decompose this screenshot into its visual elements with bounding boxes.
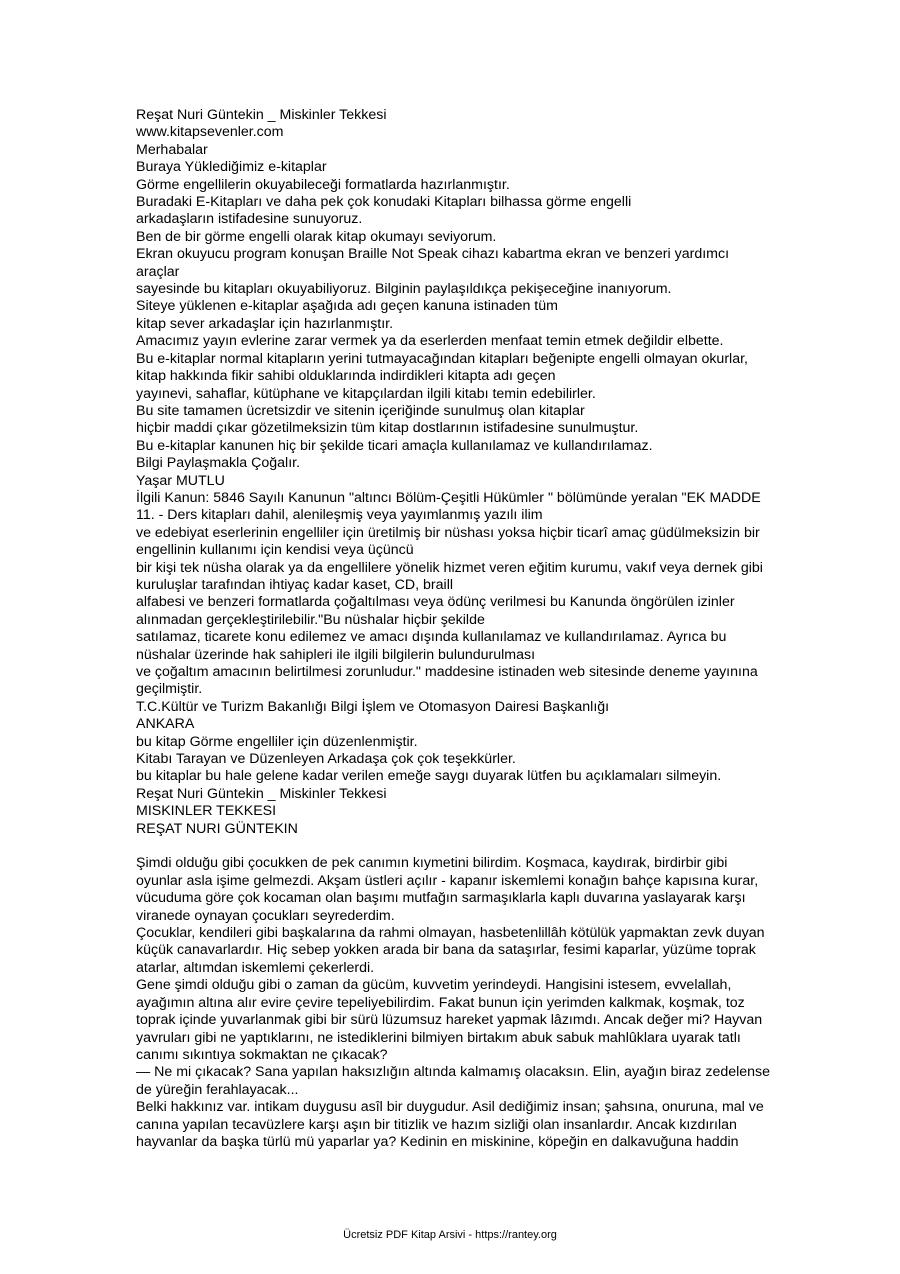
intro-text-line: satılamaz, ticarete konu edilemez ve amacı dışında kullanılamaz ve kullandırılamaz. Ayrıca bu [136, 629, 727, 646]
intro-text-line: Reşat Nuri Güntekin _ Miskinler Tekkesi [136, 107, 387, 123]
intro-text-line: engellinin kullanımı için kendisi veya üçüncü [136, 542, 414, 559]
story-text-line: Çocuklar, kendileri gibi başkalarına da rahmi olmayan, hasbetenlillâh kötülük yapmaktan zevk duyan [136, 925, 765, 942]
story-text-line: ayağımın altına alır evire çevire tepeliyebilirdim. Fakat bunun için yerimden kalkmak, koşmak, toz [136, 994, 745, 1011]
intro-text-line: Siteye yüklenen e-kitaplar aşağıda adı geçen kanuna istinaden tüm [136, 298, 558, 315]
intro-text-line: Bu e-kitaplar kanunen hiç bir şekilde ticari amaçla kullanılamaz ve kullandırılamaz. [136, 437, 653, 454]
intro-text-line: bu kitaplar bu hale gelene kadar verilen emeğe saygı duyarak lütfen bu açıklamaları silmeyin. [136, 768, 722, 785]
intro-text-line: kuruluşlar tarafından ihtiyaç kadar kaset, CD, braill [136, 576, 453, 593]
intro-text-line: arkadaşların istifadesine sunuyoruz. [136, 211, 363, 228]
story-text-line: canımı sıkıntıya sokmaktan ne çıkacak? [136, 1046, 388, 1063]
intro-text-line: Bilgi Paylaşmakla Çoğalır. [136, 455, 301, 472]
intro-text-line: bir kişi tek nüsha olarak ya da engellilere yönelik hizmet veren eğitim kurumu, vakıf veya dernek gibi [136, 559, 763, 576]
intro-text-line: MISKINLER TEKKESI [136, 803, 277, 820]
story-text-line: Belki hakkınız var. intikam duygusu asîl bir duygudur. Asil dediğimiz insan; şahsına, onuruna, mal ve [136, 1099, 764, 1116]
intro-text-line: www.kitapsevenler.com [136, 124, 284, 141]
story-text-line: vücuduma göre çok kocaman olan başımı mutfağın sarmaşıklarla kaplı duvarına yaslayarak karşı [136, 890, 746, 907]
intro-text-line: 11. - Ders kitapları dahil, alenileşmiş veya yayımlanmış yazılı ilim [136, 507, 543, 524]
story-text-line: hayvanlar da başka türlü mü yaparlar ya? Kedinin en miskinine, köpeğin en dalkavuğuna haddin [136, 1133, 739, 1150]
intro-text-line: Kitabı Tarayan ve Düzenleyen Arkadaşa çok çok teşekkürler. [136, 751, 516, 768]
intro-text-line: kitap sever arkadaşlar için hazırlanmıştır. [136, 315, 394, 332]
intro-text-line: Ben de bir görme engelli olarak kitap okumayı seviyorum. [136, 228, 497, 245]
paragraph-gap [136, 838, 816, 855]
intro-text-line: araçlar [136, 263, 180, 280]
intro-text-line: sayesinde bu kitapları okuyabiliyoruz. Bilginin paylaşıldıkça pekişeceğine inanıyorum. [136, 281, 672, 298]
intro-text-line: ve çoğaltım amacının belirtilmesi zorunludur." maddesine istinaden web sitesinde deneme yayınına [136, 664, 758, 680]
intro-text-line: Buradaki E-Kitapları ve daha pek çok konudaki Kitapları bilhassa görme engelli [136, 194, 632, 211]
intro-text-line: geçilmiştir. [136, 681, 203, 698]
intro-block [136, 107, 816, 838]
intro-text-line: bu kitap Görme engelliler için düzenlenmiştir. [136, 733, 418, 750]
intro-text-line: ve edebiyat eserlerinin engelliler için üretilmiş bir nüshası yoksa hiçbir ticarî amaç güdülmeksizin bir [136, 524, 760, 541]
intro-text-line: Buraya Yüklediğimiz e-kitaplar [136, 159, 327, 176]
story-text-line: Gene şimdi olduğu gibi o zaman da gücüm, kuvvetim yerindeydi. Hangisini istesem, evvelallah, [136, 977, 732, 994]
intro-text-line: Bu site tamamen ücretsizdir ve sitenin içeriğinde sunulmuş olan kitaplar [136, 402, 585, 419]
story-text-line: toprak içinde yuvarlanmak gibi bir sürü lüzumsuz hareket yapmak lâzımdı. Ancak değer mi? Hayvan [136, 1012, 763, 1029]
page-footer: Ücretsiz PDF Kitap Arsivi - https://rantey.org [343, 1229, 557, 1241]
intro-text-line: Yaşar MUTLU [136, 472, 225, 489]
story-block [136, 855, 816, 1151]
story-text-line: küçük canavarlardır. Hiç sebep yokken arada bir bana da sataşırlar, fesimi kaparlar, yüzüme toprak [136, 942, 756, 959]
story-text-line: atarlar, altımdan iskemlemi çekerlerdi. [136, 959, 375, 976]
intro-text-line: REŞAT NURI GÜNTEKIN [136, 820, 298, 837]
intro-text-line: Reşat Nuri Güntekin _ Miskinler Tekkesi [136, 785, 387, 802]
story-text-line: Şimdi olduğu gibi çocukken de pek canımın kıymetini bilirdim. Koşmaca, kaydırak, birdirbir gibi [136, 855, 728, 872]
intro-text-line: Merhabalar [136, 141, 208, 158]
story-text-line: canına yapılan tecavüzlere karşı aşın bir titizlik ve hazım sizliği olan insanlardır. Ancak kızdırılan [136, 1116, 737, 1133]
story-text-line: — Ne mi çıkacak? Sana yapılan haksızlığın altında kalmamış olacaksın. Elin, ayağın biraz zedelense [136, 1064, 771, 1081]
intro-text-line: Amacımız yayın evlerine zarar vermek ya da eserlerden menfaat temin etmek değildir elbette. [136, 333, 724, 350]
intro-text-line: Ekran okuyucu program konuşan Braille Not Speak cihazı kabartma ekran ve benzeri yardımcı [136, 246, 730, 263]
page-body [136, 107, 816, 1151]
intro-text-line: İlgili Kanun: 5846 Sayılı Kanunun "altıncı Bölüm-Çeşitli Hükümler " bölümünde yeralan "EK MADDE [136, 489, 761, 506]
intro-text-line: Görme engellilerin okuyabileceği formatlarda hazırlanmıştır. [136, 176, 510, 193]
intro-text-line: alfabesi ve benzeri formatlarda çoğaltılması veya ödünç verilmesi bu Kanunda öngörülen izinler [136, 594, 735, 611]
intro-text-line: yayınevi, sahaflar, kütüphane ve kitapçılardan ilgili kitabı temin edebilirler. [136, 385, 596, 402]
story-text-line: oyunlar asla işime gelmezdi. Akşam üstleri açılır - kapanır iskemlemi konağın bahçe kapısına kurar, [136, 872, 759, 889]
intro-text-line: T.C.Kültür ve Turizm Bakanlığı Bilgi İşlem ve Otomasyon Dairesi Başkanlığı [136, 698, 610, 715]
intro-text-line: alınmadan gerçekleştirilebilir."Bu nüshalar hiçbir şekilde [136, 611, 485, 628]
intro-text-line: nüshalar üzerinde hak sahipleri ile ilgili bilgilerin bulundurulması [136, 646, 536, 663]
story-text-line: yavruları gibi ne yaptıklarını, ne istediklerini bilmiyen birtakım abuk sabuk mahlûklara uyarak tatlı [136, 1029, 741, 1046]
intro-text-line: kitap hakkında fikir sahibi olduklarında indirdikleri kitapta adı geçen [136, 368, 556, 385]
intro-text-line: Bu e-kitaplar normal kitapların yerini tutmayacağından kitapları beğenipte engelli olmayan okurlar, [136, 350, 748, 367]
story-text-line: de yüreğin ferahlayacak... [136, 1081, 299, 1098]
story-text-line: viranede oynayan çocukları seyrederdim. [136, 907, 395, 924]
intro-text-line: hiçbir maddi çıkar gözetilmeksizin tüm kitap dostlarının istifadesine sunulmuştur. [136, 420, 639, 437]
intro-text-line: ANKARA [136, 716, 195, 733]
